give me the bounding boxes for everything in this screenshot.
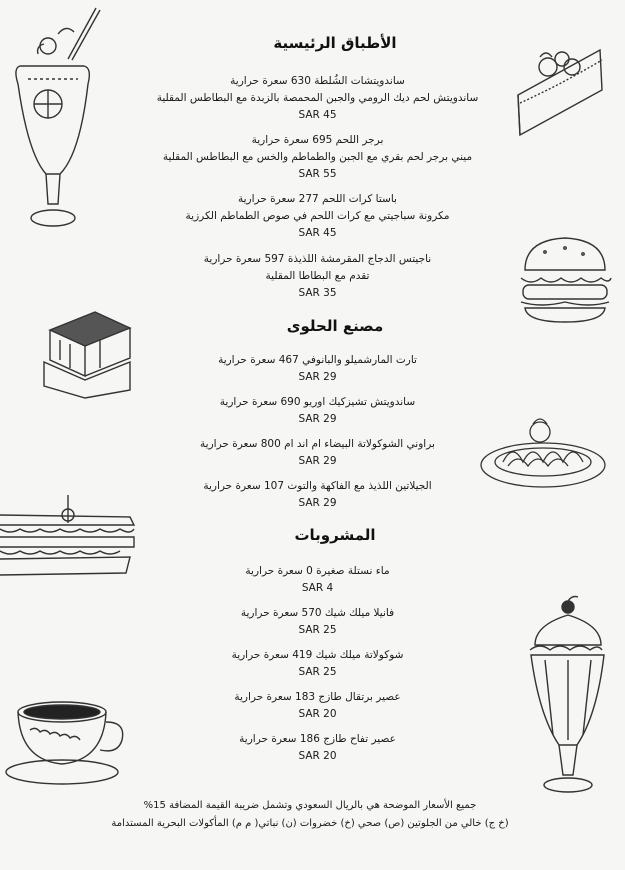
- item-price: SAR 20: [298, 708, 337, 720]
- menu-item: [130, 689, 505, 723]
- section-title-drinks: المشروبات: [294, 526, 376, 544]
- item-name: الجيلاتين اللذيذ مع الفاكهة والتوت 107 سعرة حرارية: [203, 480, 432, 492]
- section-title-desserts: مصنع الحلوى: [286, 317, 384, 335]
- item-price: SAR 20: [298, 750, 337, 762]
- item-price: SAR 29: [298, 497, 337, 509]
- item-name: برجر اللحم 695 سعرة حرارية: [251, 134, 384, 146]
- section-title-main-dishes: الأطباق الرئيسية: [273, 34, 397, 52]
- item-name: ساندويتشات الشُلطة 630 سعرة حرارية: [230, 75, 405, 87]
- item-price: SAR 29: [298, 413, 337, 425]
- dietary-legend: (خ ج) خالي من الجلوتين (ص) صحي (خ) خضروات (ن) نباتي( م م) المأكولات البحرية المستدامة: [111, 818, 509, 829]
- menu-item: [130, 191, 505, 242]
- menu-item: [130, 73, 505, 124]
- item-name: تارت المارشميلو والبانوفي 467 سعرة حرارية: [218, 354, 417, 366]
- item-price: SAR 55: [298, 168, 337, 180]
- menu-item: [130, 647, 505, 681]
- item-name: عصير تفاح طازج 186 سعرة حرارية: [239, 733, 396, 745]
- item-price: SAR 35: [298, 287, 337, 299]
- item-price: SAR 45: [298, 109, 337, 121]
- item-name: فانيلا ميلك شيك 570 سعرة حرارية: [240, 607, 395, 619]
- menu-item: [130, 731, 505, 765]
- vat-note: جميع الأسعار الموضحة هي بالريال السعودي وتشمل ضريبة القيمة المضافة 15%: [143, 800, 477, 811]
- menu-item: [130, 352, 505, 386]
- item-desc: ساندويتش لحم ديك الرومي والجبن المحمصة بالزبدة مع البطاطس المقلية: [156, 92, 479, 104]
- item-name: ماء نستلة صغيرة 0 سعرة حرارية: [245, 565, 390, 577]
- item-price: SAR 29: [298, 371, 337, 383]
- item-desc: ميني برجر لحم بقري مع الجبن والطماطم والخس مع البطاطس المقلية: [162, 151, 473, 163]
- item-price: SAR 45: [298, 227, 337, 239]
- menu-footer: [70, 797, 550, 833]
- menu-item: [130, 605, 505, 639]
- item-name: عصير برتقال طازج 183 سعرة حرارية: [234, 691, 401, 703]
- item-price: SAR 25: [298, 624, 337, 636]
- club-sandwich-icon: [0, 495, 140, 585]
- cocktail-glass-icon: [8, 4, 103, 234]
- burger-icon: [515, 230, 615, 330]
- item-name: براوني الشوكولاتة البيضاء ام اند ام 800 سعرة حرارية: [200, 438, 435, 450]
- milkshake-glass-icon: [525, 595, 610, 795]
- menu-item: [130, 436, 505, 470]
- item-name: ناجيتس الدجاج المقرمشة اللذيذة 597 سعرة حرارية: [203, 253, 432, 265]
- menu-item: [130, 251, 505, 302]
- cheesecake-slice-icon: [510, 35, 610, 145]
- menu-item: [130, 563, 505, 597]
- item-price: SAR 4: [301, 582, 334, 594]
- item-desc: مكرونة سباجيتي مع كرات اللحم في صوص الطماطم الكرزية: [185, 210, 450, 222]
- item-name: شوكولاتة ميلك شيك 419 سعرة حرارية: [231, 649, 404, 661]
- brownie-stack-icon: [40, 300, 135, 400]
- menu-item: [130, 132, 505, 183]
- menu-item: [130, 478, 505, 512]
- item-name: باستا كرات اللحم 277 سعرة حرارية: [238, 193, 397, 205]
- coffee-cup-icon: [2, 690, 142, 790]
- item-price: SAR 29: [298, 455, 337, 467]
- item-desc: تقدم مع البطاطا المقلية: [265, 270, 370, 282]
- menu-item: [130, 394, 505, 428]
- item-name: ساندويتش تشيزكيك اوريو 690 سعرة حرارية: [219, 396, 416, 408]
- item-price: SAR 25: [298, 666, 337, 678]
